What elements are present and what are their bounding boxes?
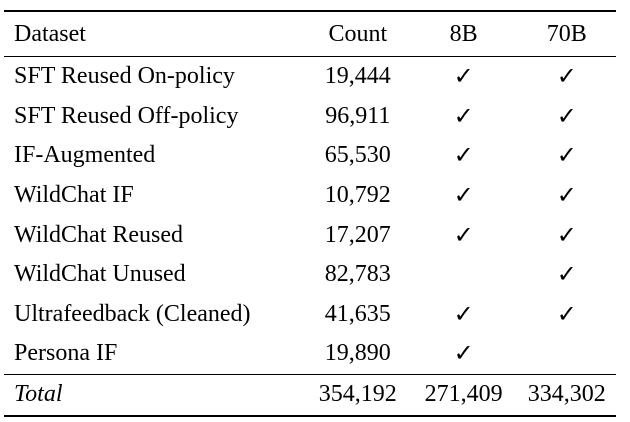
table-row (4, 255, 616, 295)
checkmark-icon: ✓ (556, 62, 577, 91)
dataset-name: SFT Reused On-policy (14, 63, 235, 90)
table-row (4, 136, 616, 176)
checkmark-icon: ✓ (556, 220, 577, 249)
table-row (4, 334, 616, 374)
table-row (4, 97, 616, 137)
checkmark-icon: ✓ (453, 62, 474, 91)
total-label: Total (14, 381, 63, 408)
checkmark-icon: ✓ (453, 141, 474, 170)
header-count: Count (328, 20, 388, 47)
dataset-count: 41,635 (324, 300, 391, 327)
dataset-count: 19,890 (324, 340, 391, 367)
dataset-count: 82,783 (324, 261, 391, 288)
checkmark-icon: ✓ (556, 260, 577, 289)
checkmark-icon: ✓ (556, 181, 577, 210)
dataset-name: SFT Reused Off-policy (14, 102, 239, 129)
total-count: 354,192 (318, 381, 397, 408)
dataset-name: WildChat Unused (14, 261, 186, 288)
table-row (4, 295, 616, 335)
checkmark-icon: ✓ (453, 181, 474, 210)
checkmark-icon: ✓ (453, 101, 474, 130)
checkmark-icon: ✓ (556, 299, 577, 328)
dataset-name: IF-Augmented (14, 142, 156, 169)
table-row (4, 176, 616, 216)
table-row (4, 57, 616, 97)
total-70b: 334,302 (527, 381, 606, 408)
dataset-count: 65,530 (324, 142, 391, 169)
dataset-table (4, 10, 616, 417)
dataset-count: 96,911 (325, 102, 391, 129)
header-8b: 8B (449, 20, 478, 47)
checkmark-icon: ✓ (556, 101, 577, 130)
dataset-count: 10,792 (324, 182, 391, 209)
dataset-name: Ultrafeedback (Cleaned) (14, 300, 251, 327)
checkmark-icon: ✓ (453, 220, 474, 249)
dataset-count: 17,207 (324, 221, 391, 248)
checkmark-icon: ✓ (453, 339, 474, 368)
total-row (4, 374, 616, 416)
checkmark-icon: ✓ (453, 299, 474, 328)
dataset-name: WildChat IF (14, 182, 134, 209)
dataset-count: 19,444 (324, 63, 391, 90)
total-8b: 271,409 (424, 381, 503, 408)
header-row (4, 11, 616, 57)
header-70b: 70B (546, 20, 587, 47)
header-dataset: Dataset (14, 20, 86, 47)
dataset-name: WildChat Reused (14, 221, 184, 248)
checkmark-icon: ✓ (556, 141, 577, 170)
table-row (4, 215, 616, 255)
dataset-name: Persona IF (14, 340, 118, 367)
